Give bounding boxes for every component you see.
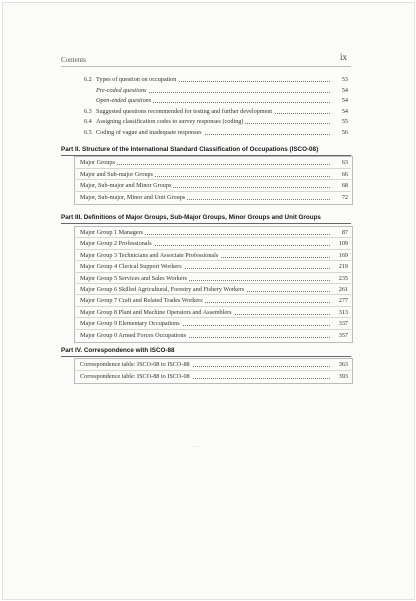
page-number: ix (340, 52, 348, 62)
running-title: Contents (61, 56, 86, 64)
toc-entry[interactable] (0, 107, 416, 117)
toc-entry-title: Major Group 1 Managers (80, 229, 144, 236)
toc-entry-title: Major Group 0 Armed Forces Occupations (80, 331, 187, 339)
toc-entry[interactable] (0, 372, 416, 382)
header-divider (61, 66, 351, 67)
toc-entry-page: 87 (341, 229, 348, 236)
toc-entry[interactable] (0, 331, 416, 341)
part-4-divider (61, 356, 351, 357)
toc-entry-title: Major Group 2 Professionals (80, 240, 152, 248)
stray-mark: - - - (193, 444, 201, 450)
toc-entry-title: Major and Sub-major Groups (80, 170, 154, 178)
toc-entry[interactable] (0, 193, 416, 203)
toc-entry-title: Coding of vague and inadequate responses (96, 129, 202, 136)
toc-entry-number: 6.3 (84, 107, 92, 115)
toc-entry-title: Major Group 4 Clerical Support Workers (80, 263, 182, 271)
toc-entry[interactable] (0, 285, 416, 295)
toc-entry-number: 6.2 (84, 76, 92, 83)
toc-entry-number: 6.4 (84, 118, 92, 126)
toc-entry-page: 54 (341, 97, 348, 105)
toc-entry-title: Suggested questions recommended for testing and further development (96, 107, 273, 115)
part-2-heading: Part II. Structure of the International Standard Classification of Occupations (ISCO-08) (61, 146, 319, 153)
toc-entry[interactable] (0, 319, 416, 329)
toc-entry-page: 55 (341, 118, 348, 126)
part-3-divider (61, 223, 351, 224)
toc-entry-page: 169 (338, 251, 348, 259)
part-4-heading: Part IV. Correspondence with ISCO-88 (61, 347, 175, 354)
toc-entry-title: Major Group 6 Skilled Agricultural, Forestry and Fishery Workers (80, 286, 245, 293)
toc-entry-page: 277 (338, 297, 348, 305)
toc-entry[interactable] (0, 251, 416, 261)
toc-entry[interactable] (0, 158, 416, 168)
toc-entry-title: Major Group 8 Plant and Machine Operators and Assemblers (80, 308, 232, 316)
toc-entry-page: 63 (341, 159, 348, 166)
toc-entry-page: 54 (341, 86, 348, 94)
toc-entry-title: Assigning classification codes to survey responses (coding) (96, 118, 244, 126)
toc-entry-page: 393 (338, 372, 348, 380)
toc-entry-page: 337 (338, 320, 348, 328)
toc-entry-page: 109 (338, 240, 348, 248)
toc-entry-title: Major Group 9 Elementary Occupations (80, 320, 180, 328)
toc-entry[interactable] (0, 228, 416, 238)
toc-entry-page: 53 (341, 76, 348, 83)
toc-entry[interactable] (0, 262, 416, 272)
toc-entry-page: 219 (338, 263, 348, 271)
toc-entry-title: Open-ended questions (96, 97, 152, 105)
toc-entry-page: 363 (338, 361, 348, 368)
toc-entry-title: Major, Sub-major, Minor and Unit Groups (80, 193, 186, 201)
toc-entry-number: 6.5 (84, 129, 92, 136)
toc-entry-title: Pre-coded questions (96, 86, 147, 94)
toc-entry[interactable] (0, 86, 416, 96)
toc-entry[interactable] (0, 75, 416, 85)
toc-entry-page: 72 (341, 193, 348, 201)
toc-entry-page: 68 (341, 182, 348, 190)
toc-entry[interactable] (0, 128, 416, 138)
toc-entry[interactable] (0, 181, 416, 191)
toc-entry[interactable] (0, 117, 416, 127)
part-3-heading: Part III. Definitions of Major Groups, Sub-Major Groups, Minor Groups and Unit Groups (61, 214, 321, 221)
toc-entry-title: Major Group 7 Craft and Related Trades Workers (80, 297, 203, 305)
toc-entry-page: 56 (341, 129, 348, 136)
toc-entry-title: Major, Sub-major and Minor Groups (80, 182, 172, 190)
dot-leader (80, 164, 330, 165)
toc-entry-page: 54 (341, 107, 348, 115)
toc-entry-title: Correspondence table: ISCO-88 to ISCO-08 (80, 372, 190, 380)
toc-entry-title: Correspondence table: ISCO-08 to ISCO-88 (80, 361, 190, 368)
toc-entry-title: Major Group 5 Services and Sales Workers (80, 274, 187, 282)
toc-entry-page: 313 (338, 308, 348, 316)
toc-entry[interactable] (0, 170, 416, 180)
toc-entry-title: Major Group 3 Technicians and Associate Professionals (80, 251, 219, 259)
toc-entry-page: 235 (338, 274, 348, 282)
toc-entry[interactable] (0, 308, 416, 318)
toc-entry[interactable] (0, 274, 416, 284)
toc-entry[interactable] (0, 239, 416, 249)
toc-entry-page: 261 (338, 286, 348, 293)
toc-entry-page: 357 (338, 331, 348, 339)
toc-entry[interactable] (0, 296, 416, 306)
toc-entry[interactable] (0, 96, 416, 106)
toc-entry[interactable] (0, 360, 416, 370)
toc-entry-title: Major Groups (80, 159, 115, 166)
toc-entry-page: 66 (341, 170, 348, 178)
toc-entry-title: Types of question on occupation (96, 76, 177, 83)
